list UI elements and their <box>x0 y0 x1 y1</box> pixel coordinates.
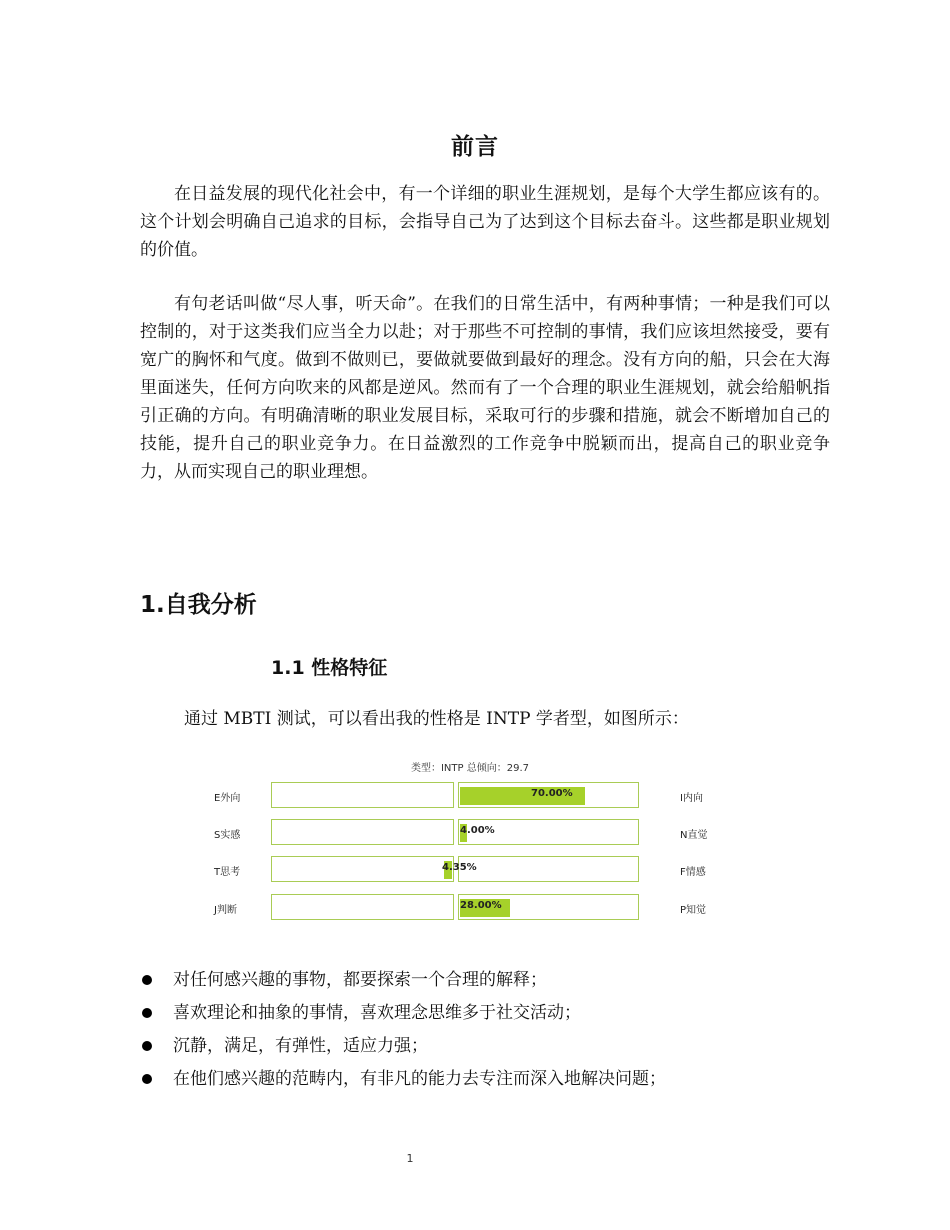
chart-track-left <box>271 856 454 882</box>
chart-row <box>200 894 740 922</box>
mbti-chart <box>200 755 740 930</box>
intro-text: 通过 MBTI 测试，可以看出我的性格是 INTP 学者型，如图所示： <box>184 709 689 729</box>
chart-value-label: 4.00% <box>460 825 495 836</box>
paragraph-1: 在日益发展的现代化社会中，有一个详细的职业生涯规划，是每个大学生都应该有的。这个计划会明确自己追求的目标，会指导自己为了达到这个目标去奋斗。这些都是职业规划的价值。 <box>140 184 830 260</box>
chart-row <box>200 856 740 884</box>
bullet-dot-icon <box>142 975 152 985</box>
chart-value-label: 70.00% <box>531 788 573 799</box>
chart-title: 类型：INTP 总倾向：29.7 <box>410 763 529 774</box>
section-heading: 1.自我分析 <box>140 592 257 618</box>
chart-row <box>200 819 740 847</box>
chart-row <box>200 782 740 810</box>
chart-left-label: T思考 <box>214 867 241 878</box>
chart-track-left <box>271 894 454 920</box>
chart-value-label: 28.00% <box>460 900 502 911</box>
bullet-dot-icon <box>142 1008 152 1018</box>
bullet-list <box>140 966 840 1098</box>
chart-left-label: J判断 <box>214 905 237 916</box>
list-item <box>140 1032 840 1065</box>
bullet-dot-icon <box>142 1074 152 1084</box>
list-item-text: 沉静，满足，有弹性，适应力强； <box>173 1036 428 1056</box>
chart-value-label: 4.35% <box>442 862 477 873</box>
subsection-heading: 1.1 性格特征 <box>271 657 388 679</box>
chart-right-label: F情感 <box>680 867 706 878</box>
chart-track-left <box>271 782 454 808</box>
bullet-dot-icon <box>142 1041 152 1051</box>
chart-right-label: I内向 <box>680 793 703 804</box>
chart-left-label: S实感 <box>214 830 241 841</box>
chart-right-label: N直觉 <box>680 830 708 841</box>
list-item <box>140 1065 840 1098</box>
list-item <box>140 966 840 999</box>
paragraph-2: 有句老话叫做“尽人事，听天命”。在我们的日常生活中，有两种事情；一种是我们可以控制的，对于这类我们应当全力以赴；对于那些不可控制的事情，我们应该坦然接受，要有宽广的胸怀和气度。做到不做则已，要做就要做到最好的理念。没有方向的船，只会在大海里面迷失，任何方向吹来的风都是逆风。然而有了一个合理的职业生涯规划，就会给船帆指引正确的方向。有明确清晰的职业发展目标，采取可行的步骤和措施，就会不断增加自己的技能，提升自己的职业竞争力。在日益激烈的工作竞争中脱颖而出，提高自己的职业竞争力，从而实现自己的职业理想。 <box>140 294 830 482</box>
page-title: 前言 <box>451 134 499 160</box>
chart-track-right <box>458 856 639 882</box>
list-item <box>140 999 840 1032</box>
chart-left-label: E外向 <box>214 793 241 804</box>
list-item-text: 喜欢理论和抽象的事情，喜欢理念思维多于社交活动； <box>173 1003 581 1023</box>
chart-right-label: P知觉 <box>680 905 707 916</box>
chart-track-left <box>271 819 454 845</box>
page-number: 1 <box>406 1152 414 1165</box>
list-item-text: 对任何感兴趣的事物，都要探索一个合理的解释； <box>173 970 547 990</box>
list-item-text: 在他们感兴趣的范畴内，有非凡的能力去专注而深入地解决问题； <box>173 1069 666 1089</box>
